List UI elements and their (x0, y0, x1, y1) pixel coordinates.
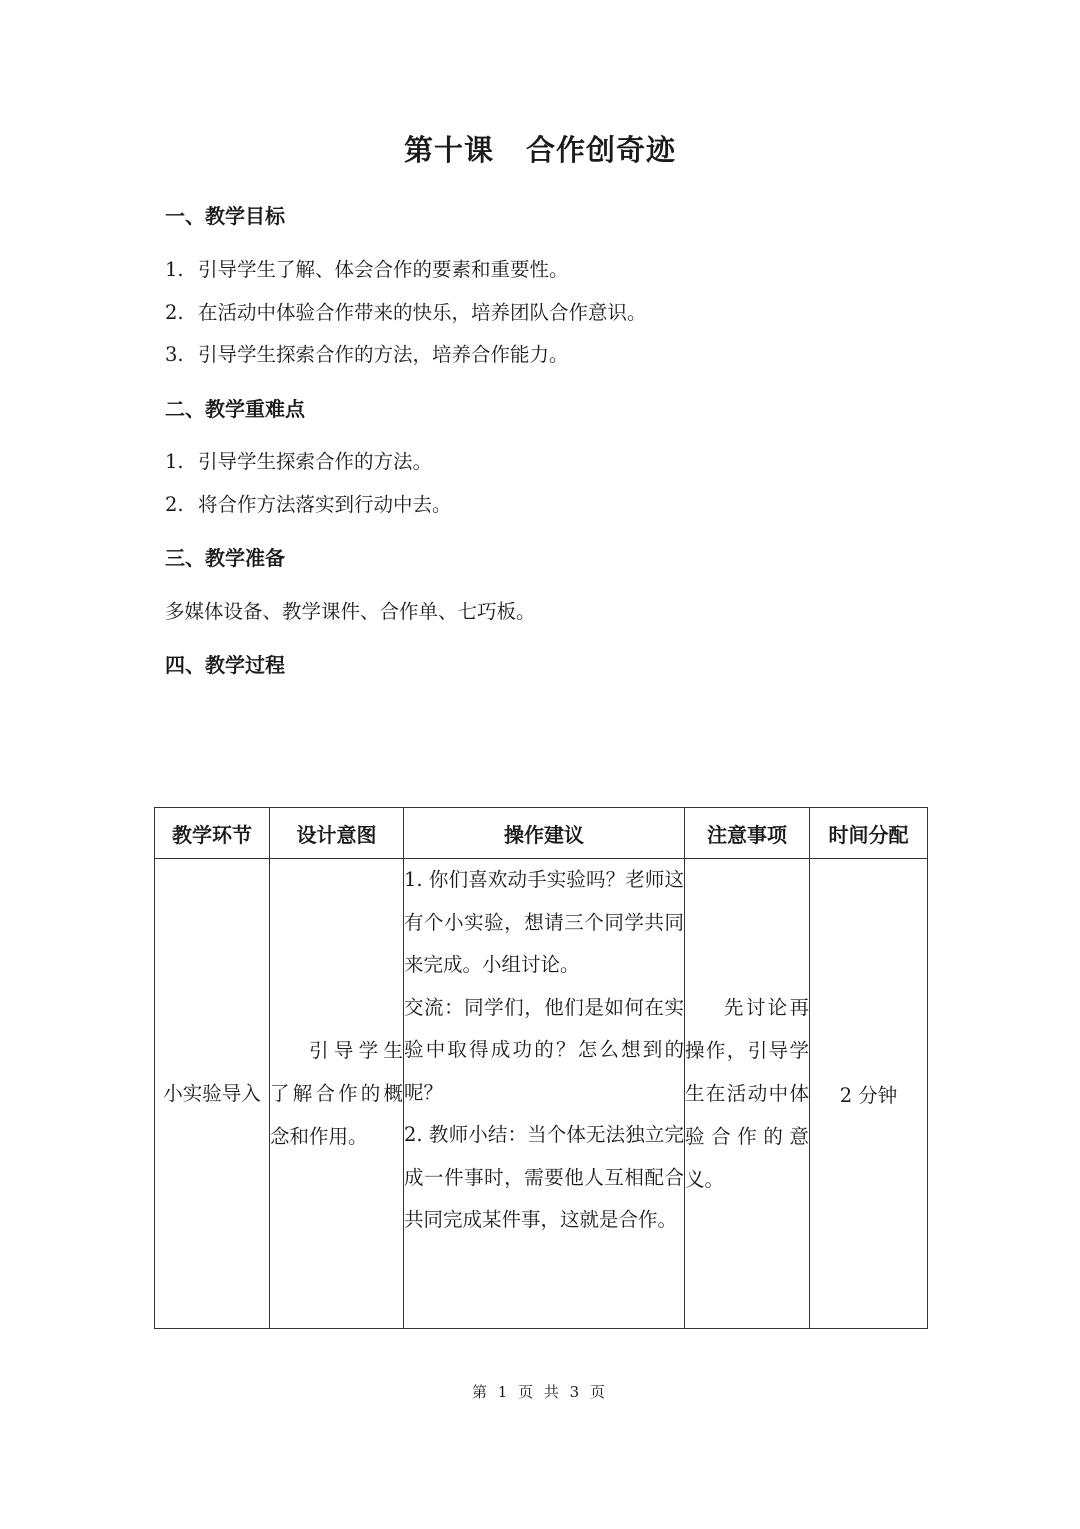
header-time: 时间分配 (810, 808, 928, 859)
header-stage: 教学环节 (155, 808, 270, 859)
key-point-item: 1. 引导学生探索合作的方法。 (165, 450, 433, 473)
cell-stage: 小实验导入 (155, 859, 270, 1329)
page-title (0, 128, 1080, 169)
heading-preparation: 三、教学准备 (165, 546, 285, 570)
header-intent: 设计意图 (270, 808, 404, 859)
lesson-name: 合作创奇迹 (526, 133, 677, 167)
lesson-number: 第十课 (403, 133, 494, 167)
page-footer: 第 1 页 共 3 页 (472, 1383, 608, 1401)
goal-item: 3. 引导学生探索合作的方法，培养合作能力。 (165, 343, 569, 366)
cell-time: 2 分钟 (810, 859, 928, 1329)
process-table (154, 807, 928, 1329)
ops-paragraph: 2. 教师小结：当个体无法独立完成一件事时，需要他人互相配合共同完成某件事，这就是合作。 (404, 1123, 684, 1231)
ops-paragraph: 1. 你们喜欢动手实验吗？老师这有个小实验，想请三个同学共同来完成。小组讨论。 (404, 868, 684, 976)
header-ops: 操作建议 (404, 808, 685, 859)
heading-goals: 一、教学目标 (165, 204, 285, 228)
goal-item: 2. 在活动中体验合作带来的快乐，培养团队合作意识。 (165, 301, 647, 324)
header-notes: 注意事项 (685, 808, 810, 859)
cell-notes: 先讨论再操作，引导学生在活动中体验合作的意义。 (685, 859, 810, 1329)
cell-ops (404, 859, 685, 1329)
table-header-row (155, 808, 928, 859)
preparation-text: 多媒体设备、教学课件、合作单、七巧板。 (165, 600, 536, 623)
cell-intent: 引导学生了解合作的概念和作用。 (270, 859, 404, 1329)
table-row (155, 859, 928, 1329)
key-point-item: 2. 将合作方法落实到行动中去。 (165, 493, 452, 516)
goal-item: 1. 引导学生了解、体会合作的要素和重要性。 (165, 258, 569, 281)
heading-process: 四、教学过程 (165, 653, 285, 677)
ops-paragraph: 交流：同学们，他们是如何在实验中取得成功的？怎么想到的呢？ (404, 995, 684, 1104)
heading-key-points: 二、教学重难点 (165, 397, 305, 421)
